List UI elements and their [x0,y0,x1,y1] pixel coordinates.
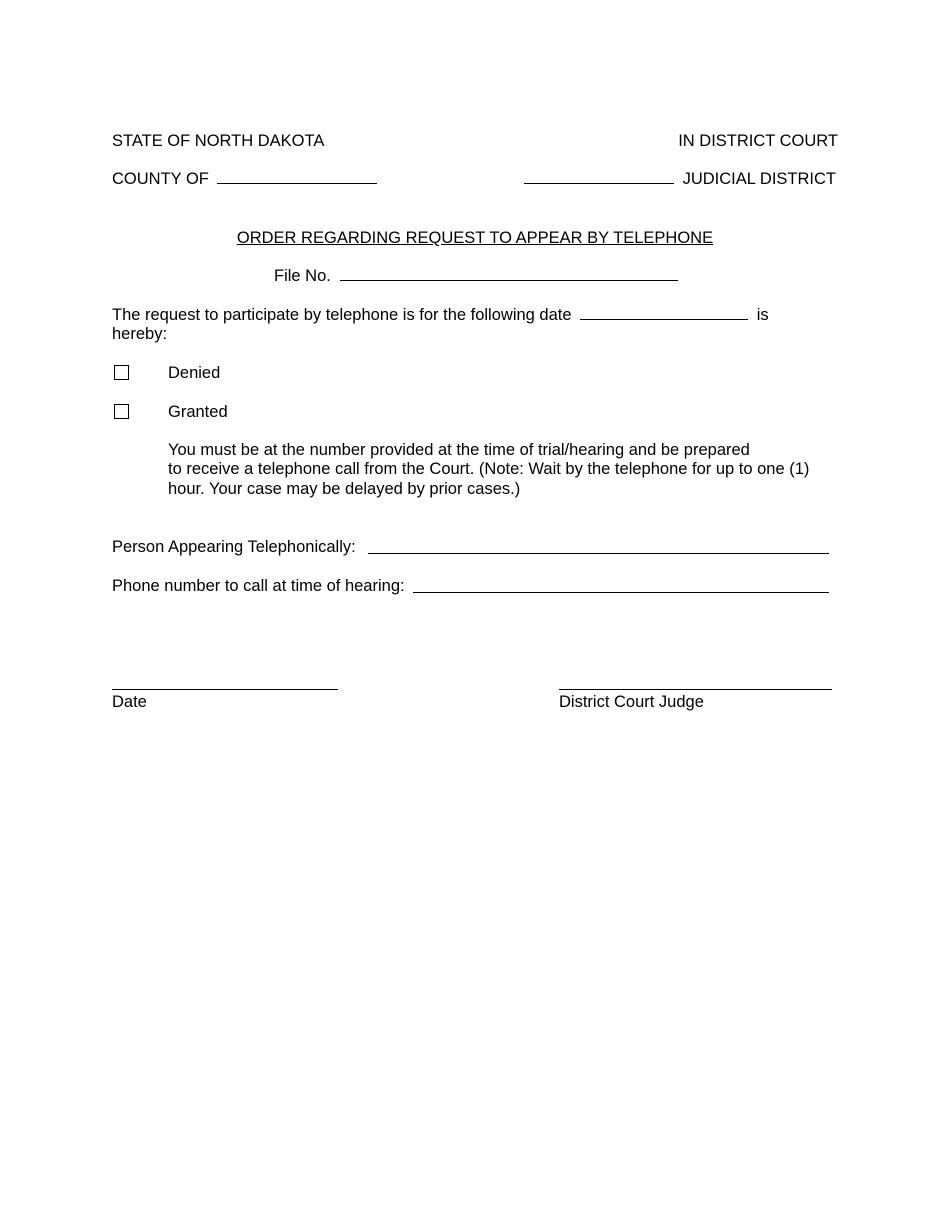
denied-checkbox[interactable] [114,365,129,380]
judge-label: District Court Judge [559,693,704,711]
county-label: COUNTY OF [112,170,209,188]
district-field [524,169,836,189]
person-blank[interactable] [368,553,829,554]
district-blank[interactable] [524,169,674,184]
date-label: Date [112,693,147,711]
state-label: STATE OF NORTH DAKOTA [112,132,325,150]
instructions-line-2: to receive a telephone call from the Court. (Note: Wait by the telephone for up to one (1) [168,460,810,478]
request-text-after: is [756,306,769,324]
county-field [112,169,377,189]
phone-label: Phone number to call at time of hearing: [112,577,405,595]
file-no-label: File No. [274,267,331,285]
phone-blank[interactable] [413,592,829,593]
instructions-line-1: You must be at the number provided at the time of trial/hearing and be prepared [168,441,750,459]
instructions-line-3: hour. Your case may be delayed by prior cases.) [168,480,521,498]
judge-signature-line[interactable] [559,689,832,690]
request-line-2: hereby: [112,325,168,343]
file-no-field [274,266,678,286]
denied-label: Denied [168,364,221,382]
file-no-blank[interactable] [340,266,678,281]
request-line-1 [112,305,769,325]
document-title: ORDER REGARDING REQUEST TO APPEAR BY TELEPHONE [236,229,714,247]
request-date-blank[interactable] [580,305,748,320]
court-label: IN DISTRICT COURT [678,132,838,150]
date-signature-line[interactable] [112,689,338,690]
county-blank[interactable] [217,169,377,184]
request-text-before: The request to participate by telephone is for the following date [112,306,572,324]
granted-checkbox[interactable] [114,404,129,419]
district-label: JUDICIAL DISTRICT [682,170,836,188]
person-label: Person Appearing Telephonically: [112,538,356,556]
granted-label: Granted [168,403,228,421]
